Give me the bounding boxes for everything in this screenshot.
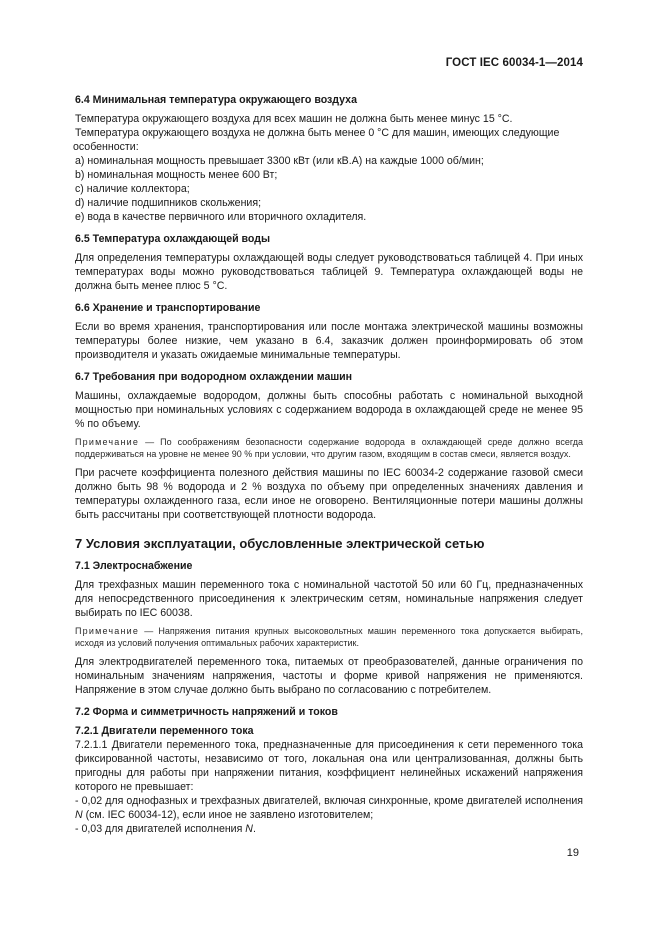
bullet-2-text-a: - 0,03 для двигателей исполнения <box>75 823 246 835</box>
section-6-4-item-b: b) номинальная мощность менее 600 Вт; <box>75 169 278 181</box>
section-6-4-title: 6.4 Минимальная температура окружающего воздуха <box>75 94 357 106</box>
note-text: — Напряжения питания крупных высоковольтных машин переменного тока допускается выбирать, исходя из условий получения оптимальных рабочих характеристик. <box>75 626 583 648</box>
bullet-1-design-n: N <box>75 809 83 821</box>
section-6-6-title: 6.6 Хранение и транспортирование <box>75 302 261 314</box>
bullet-1-text-b: (см. IEC 60034-12), если иное не заявлено изготовителем; <box>82 809 374 821</box>
section-6-4-item-a: а) номинальная мощность превышает 3300 кВт (или кВ.А) на каждые 1000 об/мин; <box>75 155 484 167</box>
note-label: Примечание <box>75 437 140 447</box>
section-7-1-paragraph-2: Для электродвигателей переменного тока, питаемых от преобразователей, данные ограничения по номинальным значениям напряжения, частоты и форме кривой напряжения не применяются. Напряжение в этом случае должно быть выбрано по согласованию с потребителем. <box>75 656 583 696</box>
bullet-1-text-a: - 0,02 для однофазных и трехфазных двигателей, включая синхронные, кроме двигателей исполнения <box>75 795 583 807</box>
page-content <box>75 93 583 836</box>
section-7-title: 7 Условия эксплуатации, обусловленные электрической сетью <box>75 536 485 551</box>
section-6-7-title: 6.7 Требования при водородном охлаждении машин <box>75 371 353 383</box>
section-7-2-title: 7.2 Форма и симметричность напряжений и токов <box>75 706 338 718</box>
note-label: Примечание <box>75 626 140 636</box>
section-6-7-paragraph-2: При расчете коэффициента полезного действия машины по IEC 60034-2 содержание газовой смеси должно быть 98 % водорода и 2 % воздуха по объему при определенных значениях давления и температуры охлажденного газа, если иное не оговорено. Вентиляционные потери машины должны быть рассчитаны при соответствующей плотности водорода. <box>75 467 583 521</box>
section-7-2-1-title: 7.2.1 Двигатели переменного тока <box>75 725 254 737</box>
section-6-7-paragraph-1: Машины, охлаждаемые водородом, должны быть способны работать с номинальной выходной мощностью при номинальных условиях с содержанием водорода в охлаждающей среде не менее 95 % по объему. <box>75 390 583 430</box>
section-6-4-paragraph-2a: Температура окружающего воздуха не должна быть менее 0 °С для машин, имеющих следующие <box>75 127 560 139</box>
bullet-2 <box>75 822 583 836</box>
bullet-2-design-n: N <box>245 823 253 835</box>
section-7-2-1-1-paragraph: 7.2.1.1 Двигатели переменного тока, предназначенные для присоединения к сети переменного тока фиксированной частоты, независимо от того, локальная она или централизованная, должны быть пригодны для работы при напряжении питания, коэффициент нелинейных искажений напряжения которого не превышает: <box>75 739 583 793</box>
bullet-1 <box>75 794 583 822</box>
section-7-1-paragraph-1: Для трехфазных машин переменного тока с номинальной частотой 50 или 60 Гц, предназначенных для непосредственного присоединения к электрическим сетям, номинальные напряжения следует выбирать по IEC 60038. <box>75 579 583 619</box>
section-6-5-title: 6.5 Температура охлаждающей воды <box>75 233 271 245</box>
section-6-5-paragraph: Для определения температуры охлаждающей воды следует руководствоваться таблицей 4. При иных температурах воды можно руководствоваться таблицей 9. Температура охлаждающей воды не должна быть менее плюс 5 °С. <box>75 252 583 292</box>
section-6-4-item-e: е) вода в качестве первичного или вторичного охладителя. <box>75 211 367 223</box>
section-7-1-note <box>75 625 583 649</box>
page-number: 19 <box>566 847 579 859</box>
section-6-6-paragraph: Если во время хранения, транспортирования или после монтажа электрической машины возможны температуры более низкие, чем указано в 6.4, заказчик должен проинформировать об этом производителя и указать ожидаемые минимальные температуры. <box>75 321 583 361</box>
section-7-1-title: 7.1 Электроснабжение <box>75 560 193 572</box>
section-6-7-note <box>75 436 583 460</box>
bullet-2-text-b: . <box>252 823 256 835</box>
section-6-4-item-d: d) наличие подшипников скольжения; <box>75 197 262 209</box>
document-header: ГОСТ IEC 60034-1—2014 <box>445 57 583 69</box>
note-text: — По соображениям безопасности содержание водорода в охлаждающей среде должно всегда поддерживаться на уровне не менее 90 % при условии, что другим газом, входящим в состав смеси, является воздух. <box>75 437 583 459</box>
section-6-4-item-c: с) наличие коллектора; <box>75 183 190 195</box>
section-6-4-paragraph-1: Температура окружающего воздуха для всех машин не должна быть менее минус 15 °С. <box>75 113 513 125</box>
section-6-4-paragraph-2b: особенности: <box>73 141 139 153</box>
